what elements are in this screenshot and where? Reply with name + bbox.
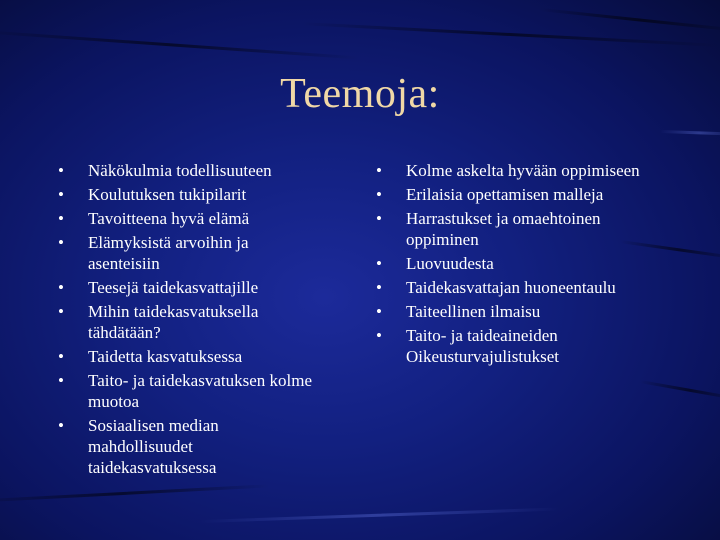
bullet-icon: • xyxy=(376,209,382,228)
background-streak xyxy=(640,380,720,400)
background-streak xyxy=(200,507,560,523)
bullet-text: Taito- ja taideaineiden Oikeusturvajulistukset xyxy=(406,326,559,366)
bullet-item xyxy=(58,346,318,367)
background-streak xyxy=(0,30,359,60)
bullet-icon: • xyxy=(58,347,64,366)
bullet-icon: • xyxy=(58,416,64,435)
bullet-text: Teesejä taidekasvattajille xyxy=(88,278,259,297)
bullet-icon: • xyxy=(376,254,382,273)
bullet-text: Koulutuksen tukipilarit xyxy=(88,185,247,204)
bullet-item xyxy=(376,277,676,298)
bullet-icon: • xyxy=(58,185,64,204)
bullet-icon: • xyxy=(58,209,64,228)
bullet-item xyxy=(376,325,676,367)
bullet-item xyxy=(376,253,676,274)
bullet-item xyxy=(376,160,676,181)
bullet-icon: • xyxy=(58,302,64,321)
bullet-text: Taidetta kasvatuksessa xyxy=(88,347,243,366)
bullet-text: Erilaisia opettamisen malleja xyxy=(406,185,604,204)
bullet-item xyxy=(58,208,318,229)
bullet-icon: • xyxy=(58,278,64,297)
bullet-item xyxy=(58,184,318,205)
bullet-item xyxy=(58,301,318,343)
bullet-icon: • xyxy=(58,371,64,390)
background-streak xyxy=(0,484,270,503)
background-streak xyxy=(540,8,720,32)
bullet-text: Mihin taidekasvatuksella tähdätään? xyxy=(88,302,259,342)
bullet-item xyxy=(376,301,676,322)
right-bullet-list xyxy=(376,160,676,370)
bullet-text: Taidekasvattajan huoneentaulu xyxy=(406,278,616,297)
bullet-icon: • xyxy=(376,185,382,204)
bullet-item xyxy=(376,184,676,205)
bullet-icon: • xyxy=(376,161,382,180)
bullet-item xyxy=(58,415,318,478)
bullet-item xyxy=(58,160,318,181)
bullet-item xyxy=(376,208,676,250)
bullet-item xyxy=(58,232,318,274)
background-streak xyxy=(660,130,720,136)
bullet-text: Elämyksistä arvoihin ja asenteisiin xyxy=(88,233,249,273)
bullet-icon: • xyxy=(376,278,382,297)
bullet-text: Näkökulmia todellisuuteen xyxy=(88,161,272,180)
bullet-text: Luovuudesta xyxy=(406,254,494,273)
bullet-item xyxy=(58,277,318,298)
bullet-icon: • xyxy=(376,302,382,321)
bullet-text: Taito- ja taidekasvatuksen kolme muotoa xyxy=(88,371,312,411)
bullet-icon: • xyxy=(376,326,382,345)
bullet-text: Sosiaalisen median mahdollisuudet taidekasvatuksessa xyxy=(88,416,219,477)
slide-title: Teemoja: xyxy=(280,71,440,117)
background-streak xyxy=(300,22,720,47)
bullet-text: Taiteellinen ilmaisu xyxy=(406,302,541,321)
bullet-item xyxy=(58,370,318,412)
bullet-icon: • xyxy=(58,233,64,252)
bullet-icon: • xyxy=(58,161,64,180)
bullet-text: Kolme askelta hyvään oppimiseen xyxy=(406,161,640,180)
bullet-text: Harrastukset ja omaehtoinen oppiminen xyxy=(406,209,601,249)
bullet-text: Tavoitteena hyvä elämä xyxy=(88,209,250,228)
left-bullet-list xyxy=(58,160,318,481)
